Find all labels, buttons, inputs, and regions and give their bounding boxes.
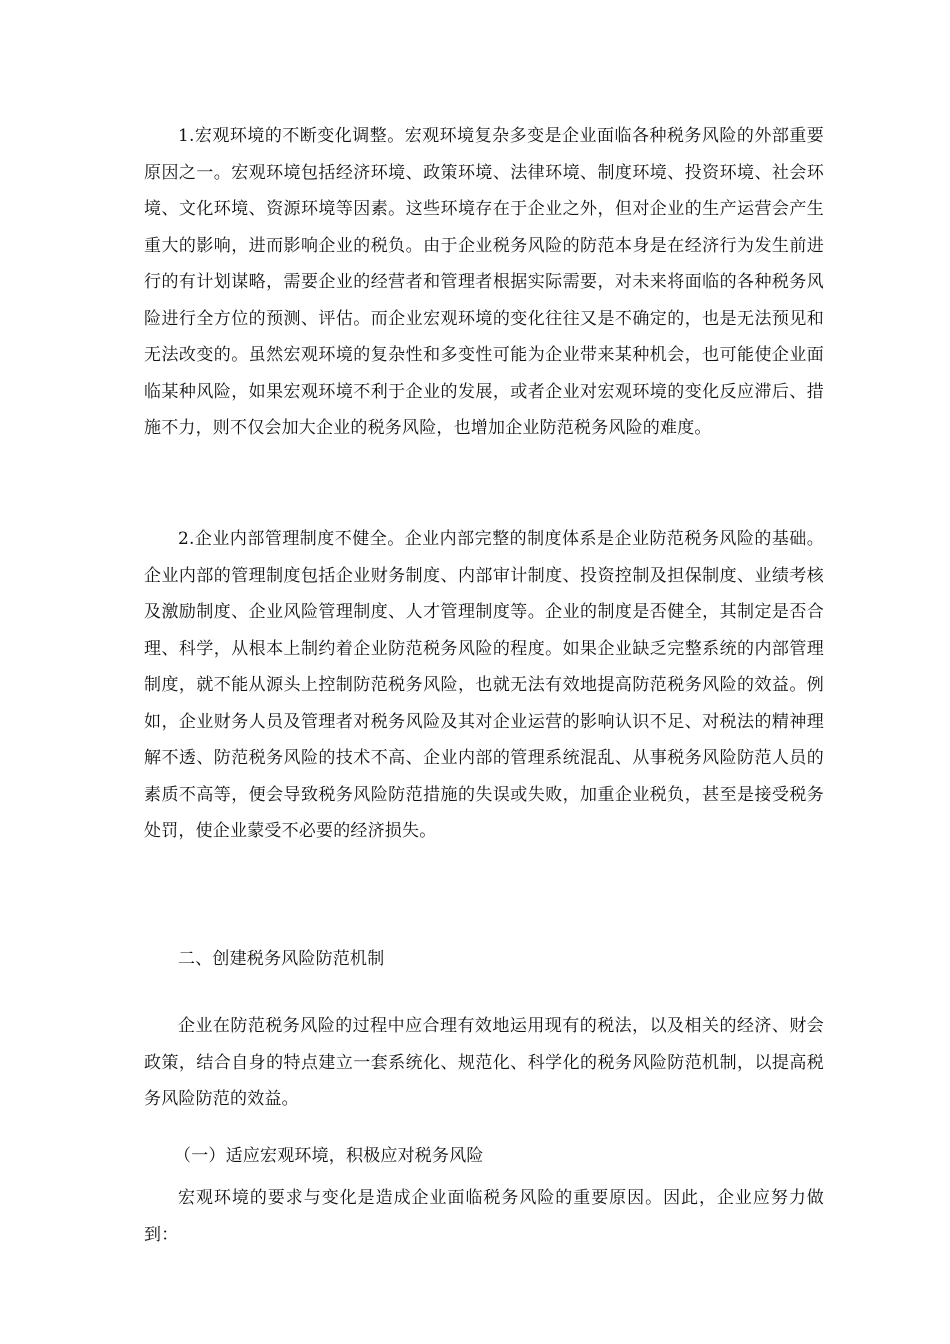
section-paragraph: 企业在防范税务风险的过程中应合理有效地运用现有的税法，以及相关的经济、财会政策，结合自身的特点建立一套系统化、规范化、科学化的税务风险防范机制，以提高税务风险防范的效益。 <box>144 1016 824 1109</box>
section-heading: 二、创建税务风险防范机制 <box>178 949 385 969</box>
paragraph-macro-environment: 1.宏观环境的不断变化调整。宏观环境复杂多变是企业面临各种税务风险的外部重要原因之一。宏观环境包括经济环境、政策环境、法律环境、制度环境、投资环境、社会环境、文化环境、资源环境等因素。这些环境存在于企业之外，但对企业的生产运营会产生重大的影响，进而影响企业的税负。由于企业税务风险的防范本身是在经济行为发生前进行的有计划谋略，需要企业的经营者和管理者根据实际需要，对未来将面临的各种税务风险进行全方位的预测、评估。而企业宏观环境的变化往往又是不确定的，也是无法预见和无法改变的。虽然宏观环境的复杂性和多变性可能为企业带来某种机会，也可能使企业面临某种风险，如果宏观环境不利于企业的发展，或者企业对宏观环境的变化反应滞后、措施不力，则不仅会加大企业的税务风险，也增加企业防范税务风险的难度。 <box>144 126 824 438</box>
subsection-paragraph: 宏观环境的要求与变化是造成企业面临税务风险的重要原因。因此，企业应努力做到： <box>144 1188 824 1245</box>
subsection-heading: （一）适应宏观环境，积极应对税务风险 <box>174 1146 484 1166</box>
paragraph-internal-management: 2.企业内部管理制度不健全。企业内部完整的制度体系是企业防范税务风险的基础。企业内部的管理制度包括企业财务制度、内部审计制度、投资控制及担保制度、业绩考核及激励制度、企业风险管理制度、人才管理制度等。企业的制度是否健全，其制定是否合理、科学，从根本上制约着企业防范税务风险的程度。如果企业缺乏完整系统的内部管理制度，就不能从源头上控制防范税务风险，也就无法有效地提高防范税务风险的效益。例如，企业财务人员及管理者对税务风险及其对企业运营的影响认识不足、对税法的精神理解不透、防范税务风险的技术不高、企业内部的管理系统混乱、从事税务风险防范人员的素质不高等，便会导致税务风险防范措施的失误或失败，加重企业税负，甚至是接受税务处罚，使企业蒙受不必要的经济损失。 <box>144 529 824 841</box>
